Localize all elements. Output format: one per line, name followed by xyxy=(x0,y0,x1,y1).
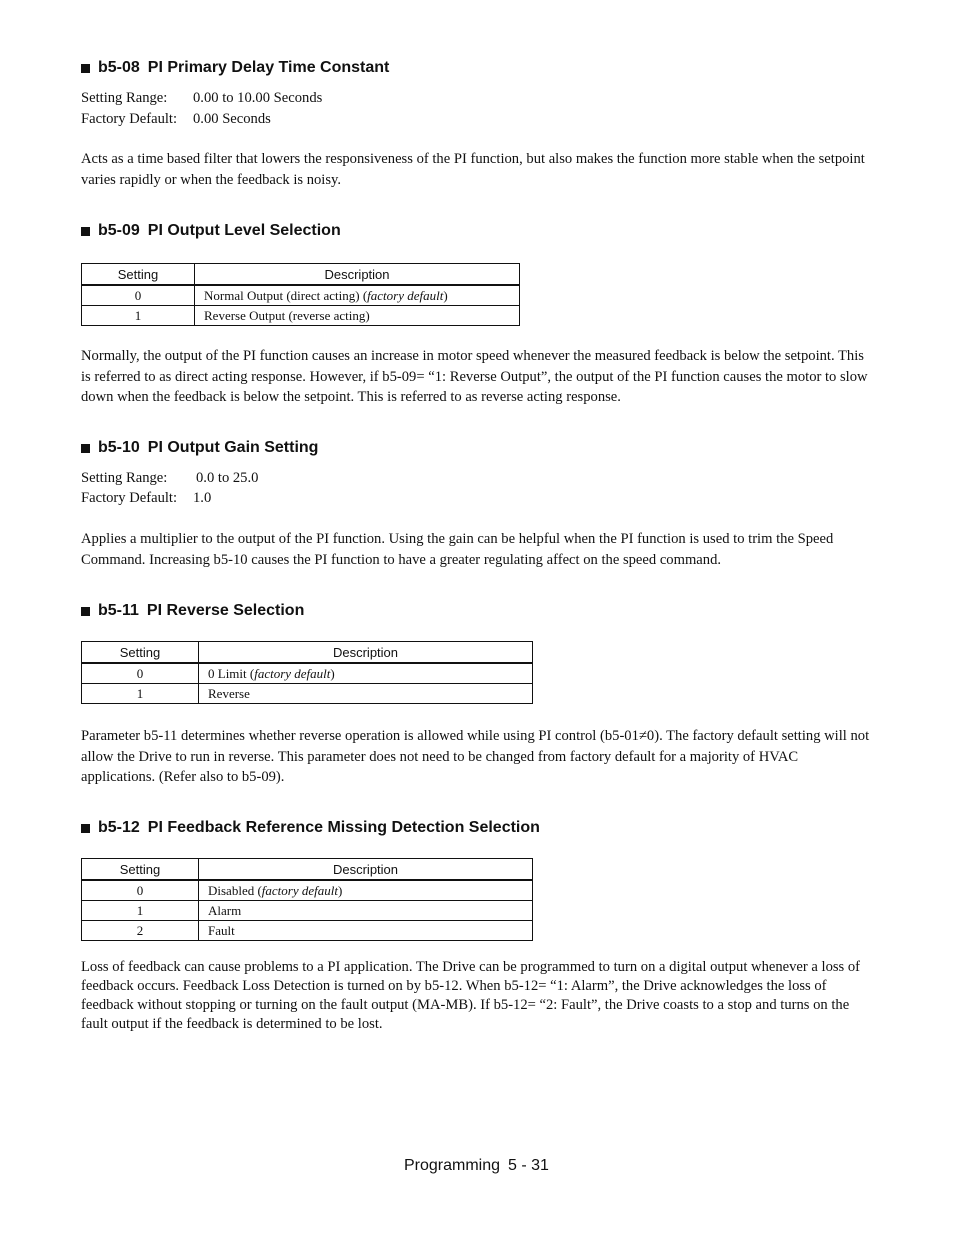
square-bullet-icon xyxy=(81,824,90,833)
heading-title: PI Reverse Selection xyxy=(146,602,305,619)
setting-range-value: 0.00 to 10.00 Seconds xyxy=(193,90,323,106)
heading-b5-08 xyxy=(81,59,389,77)
setting-range-line xyxy=(81,468,258,488)
column-header-setting: Setting xyxy=(82,264,195,286)
paragraph-b5-12: Loss of feedback can cause problems to a PI application. The Drive can be programmed to turn on a digital output whenever a loss of feedback occurs. Feedback Loss Detection is turned on by b5-12. When b5-12= “1: Alarm”, the Drive acknowledges the loss of feedback without stopping or turning on the fault output (MA-MB). If b5-12= “2: Fault”, the Drive coasts to a stop and turns on the fault output if the feedback is determined to be lost. xyxy=(81,959,861,1032)
table-row xyxy=(82,306,520,326)
column-header-description: Description xyxy=(199,642,533,664)
heading-title: PI Output Gain Setting xyxy=(147,439,319,456)
heading-title: PI Feedback Reference Missing Detection Selection xyxy=(147,819,540,836)
cell-description: Reverse xyxy=(199,684,533,704)
table-header-row xyxy=(82,642,533,664)
cell-description: Disabled (factory default) xyxy=(199,880,533,901)
factory-default-value: 1.0 xyxy=(193,490,212,506)
cell-setting: 0 xyxy=(82,880,199,901)
column-header-description: Description xyxy=(195,264,520,286)
table-b5-09 xyxy=(81,263,520,326)
paragraph-b5-09: Normally, the output of the PI function causes an increase in motor speed whenever the measured feedback is below the setpoint. This is referred to as direct acting response. However, if b5-09= “1: Reverse Output”, the output of the PI function causes the motor to slow down when the feedback is below the setpoint. This is referred to as reverse acting response. xyxy=(81,348,868,406)
factory-default-label: Factory Default: xyxy=(81,490,178,506)
table-b5-12 xyxy=(81,858,533,941)
heading-title: PI Output Level Selection xyxy=(147,222,341,239)
footer-section: Programming xyxy=(404,1157,501,1174)
heading-code: b5-12 xyxy=(98,819,140,836)
heading-code: b5-11 xyxy=(98,602,139,619)
square-bullet-icon xyxy=(81,227,90,236)
cell-setting: 1 xyxy=(82,684,199,704)
cell-description: Normal Output (direct acting) (factory default) xyxy=(195,285,520,306)
paragraph-b5-08: Acts as a time based filter that lowers the responsiveness of the PI function, but also makes the function more stable when the setpoint varies rapidly or when the feedback is noisy. xyxy=(81,151,865,188)
factory-default-line xyxy=(81,488,211,508)
setting-range-label: Setting Range: xyxy=(81,90,168,106)
setting-range-value: 0.0 to 25.0 xyxy=(196,470,259,486)
cell-setting: 0 xyxy=(82,663,199,684)
heading-b5-10 xyxy=(81,439,318,457)
table-row xyxy=(82,880,533,901)
column-header-description: Description xyxy=(199,859,533,881)
cell-description: Fault xyxy=(199,921,533,941)
square-bullet-icon xyxy=(81,64,90,73)
table-header-row xyxy=(82,859,533,881)
table-row xyxy=(82,901,533,921)
column-header-setting: Setting xyxy=(82,859,199,881)
heading-b5-11 xyxy=(81,602,304,620)
heading-b5-09 xyxy=(81,222,341,240)
column-header-setting: Setting xyxy=(82,642,199,664)
setting-range-line xyxy=(81,88,322,108)
heading-code: b5-08 xyxy=(98,59,140,76)
cell-setting: 1 xyxy=(82,306,195,326)
page-footer xyxy=(404,1157,549,1175)
square-bullet-icon xyxy=(81,607,90,616)
cell-setting: 2 xyxy=(82,921,199,941)
factory-default-label: Factory Default: xyxy=(81,111,178,127)
factory-default-line xyxy=(81,109,271,129)
table-b5-11 xyxy=(81,641,533,704)
table-row xyxy=(82,663,533,684)
heading-code: b5-10 xyxy=(98,439,140,456)
factory-default-value: 0.00 Seconds xyxy=(193,111,271,127)
cell-description: Reverse Output (reverse acting) xyxy=(195,306,520,326)
table-header-row xyxy=(82,264,520,286)
setting-range-label: Setting Range: xyxy=(81,470,168,486)
heading-title: PI Primary Delay Time Constant xyxy=(147,59,390,76)
heading-b5-12 xyxy=(81,819,540,837)
table-row xyxy=(82,285,520,306)
heading-code: b5-09 xyxy=(98,222,140,239)
cell-setting: 0 xyxy=(82,285,195,306)
cell-description: 0 Limit (factory default) xyxy=(199,663,533,684)
paragraph-b5-11: Parameter b5-11 determines whether reverse operation is allowed while using PI control (b5-01≠0). The factory default setting will not allow the Drive to run in reverse. This parameter does not need to be changed from factory default for a majority of HVAC applications. (Refer also to b5-09). xyxy=(81,728,870,786)
square-bullet-icon xyxy=(81,444,90,453)
cell-setting: 1 xyxy=(82,901,199,921)
table-row xyxy=(82,921,533,941)
page-number: 5 - 31 xyxy=(508,1157,549,1174)
cell-description: Alarm xyxy=(199,901,533,921)
paragraph-b5-10: Applies a multiplier to the output of the PI function. Using the gain can be helpful when the PI function is used to trim the Speed Command. Increasing b5-10 causes the PI function to have a greater regulating affect on the speed command. xyxy=(81,531,834,568)
table-row xyxy=(82,684,533,704)
